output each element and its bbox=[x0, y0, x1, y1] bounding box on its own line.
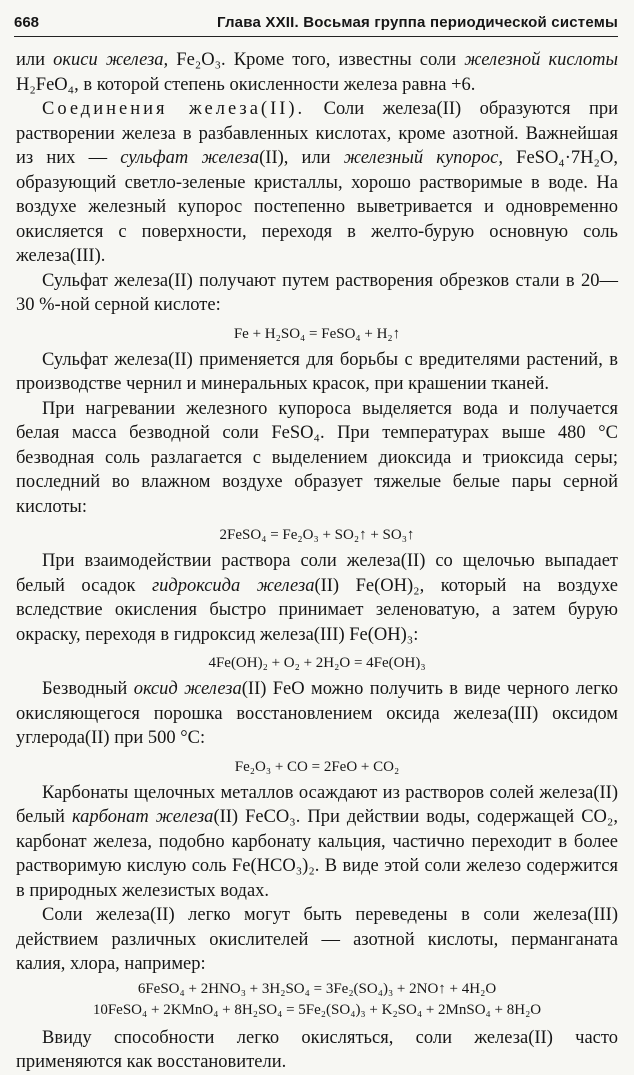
italic-term: железный купорос, bbox=[343, 148, 503, 168]
text-run: Соли железа(II) легко могут быть переведены в соли железа(III) действием различных окислителей — азотной кислоты, перманганата калия, хлора, например: bbox=[16, 905, 618, 974]
chemical-equation: 10FeSO₄ + 2KMnO₄ + 8H₂SO₄ = 5Fe₂(SO₄)₃ + K₂SO₄ + 2MnSO₄ + 8H₂O bbox=[92, 1001, 542, 1018]
text-run: (II) FeCO₃. При действии воды, содержащей CO₂, карбонат железа, подобно карбонату кальция, частично переходит в более растворимую кислую соль Fe(HCO₃)₂. В виде этой соли железо содержится в природных железистых водах. bbox=[16, 807, 618, 901]
chemical-equation: Fe + H₂SO₄ = FeSO₄ + H₂↑ bbox=[233, 325, 401, 342]
text-run: Fe₂O₃. Кроме того, известны соли bbox=[168, 50, 465, 70]
chemical-equation: 2FeSO₄ = Fe₂O₃ + SO₂↑ + SO₃↑ bbox=[219, 527, 415, 543]
paragraph bbox=[16, 269, 618, 318]
paragraph bbox=[16, 549, 618, 647]
italic-term: железной кислоты bbox=[464, 50, 618, 70]
paragraph bbox=[16, 781, 618, 904]
page-number: 668 bbox=[14, 14, 40, 31]
italic-term: сульфат железа bbox=[120, 148, 260, 168]
paragraph bbox=[16, 677, 618, 751]
paragraph bbox=[16, 48, 618, 97]
paragraph bbox=[16, 1026, 618, 1075]
text-run: Сульфат железа(II) получают путем растворения обрезков стали в 20—30 %-ной серной кислоте: bbox=[16, 270, 618, 315]
running-header bbox=[14, 10, 618, 37]
chemical-equation: Fe₂O₃ + CO = 2FeO + CO₂ bbox=[234, 758, 400, 775]
text-run: Безводный bbox=[42, 679, 134, 699]
body-text bbox=[16, 48, 618, 1075]
paragraph bbox=[16, 348, 618, 397]
text-run: Карбонаты щелочных металлов осаждают из растворов солей железа(II) белый bbox=[16, 782, 618, 827]
text-run: При нагревании железного купороса выделяется вода и получается белая масса безводной соли FeSO₄. При температурах выше 480 °C безводная соль разлагается с выделением диоксида и триоксида серы; последний во влажном воздухе образует тяжелые белые пары серной кислоты: bbox=[16, 398, 618, 517]
chemical-equation: 6FeSO₄ + 2HNO₃ + 3H₂SO₄ = 3Fe₂(SO₄)₃ + 2NO↑ + 4H₂O bbox=[137, 980, 497, 997]
paragraph bbox=[16, 903, 618, 977]
italic-term: оксид железа bbox=[133, 679, 242, 699]
text-run: Соли железа(II) образуются при растворении железа в разбавленных кислотах, кроме азотной. Важнейшая из них — bbox=[16, 99, 618, 168]
chemical-equation: 4Fe(OH)₂ + O₂ + 2H₂O = 4Fe(OH)₃ bbox=[208, 655, 426, 671]
spaced-heading: Соединения железа(II). bbox=[42, 99, 306, 119]
italic-term: окиси железа, bbox=[53, 50, 169, 70]
text-run: H₂FeO₄, в которой степень окисленности железа равна +6. bbox=[16, 74, 476, 95]
paragraph bbox=[16, 97, 618, 269]
italic-term: гидроксида железа bbox=[151, 575, 315, 596]
text-run: или bbox=[16, 50, 54, 70]
text-run: (II), или bbox=[259, 148, 344, 168]
paragraph bbox=[16, 397, 618, 520]
italic-term: карбонат железа bbox=[71, 807, 214, 827]
text-run: (II) Fe(OH)₂, который на воздухе вследствие окисления быстро принимает зеленоватую, а затем бурую окраску, переходя в гидроксид железа(III) Fe(OH)₃: bbox=[16, 575, 618, 645]
text-run: При взаимодействии раствора соли железа(II) со щелочью выпадает белый осадок bbox=[16, 551, 618, 596]
running-title: Глава XXII. Восьмая группа периодической системы bbox=[217, 14, 618, 31]
text-run: FeSO₄·7H₂O, образующий светло-зеленые кристаллы, хорошо растворимые в воде. На воздухе железный купорос постепенно выветривается и одновременно окисляется с поверхности, переходя в желто-бурую основную соль железа(III). bbox=[16, 148, 618, 266]
text-run: Сульфат железа(II) применяется для борьбы с вредителями растений, в производстве чернил и минеральных красок, при крашении тканей. bbox=[16, 349, 618, 394]
text-run: (II) FeO можно получить в виде черного легко окисляющегося порошка восстановлением оксида железа(III) оксидом углерода(II) при 500 °C: bbox=[16, 679, 618, 748]
text-run: Ввиду способности легко окисляться, соли железа(II) часто применяются как восстановители. bbox=[16, 1027, 618, 1072]
